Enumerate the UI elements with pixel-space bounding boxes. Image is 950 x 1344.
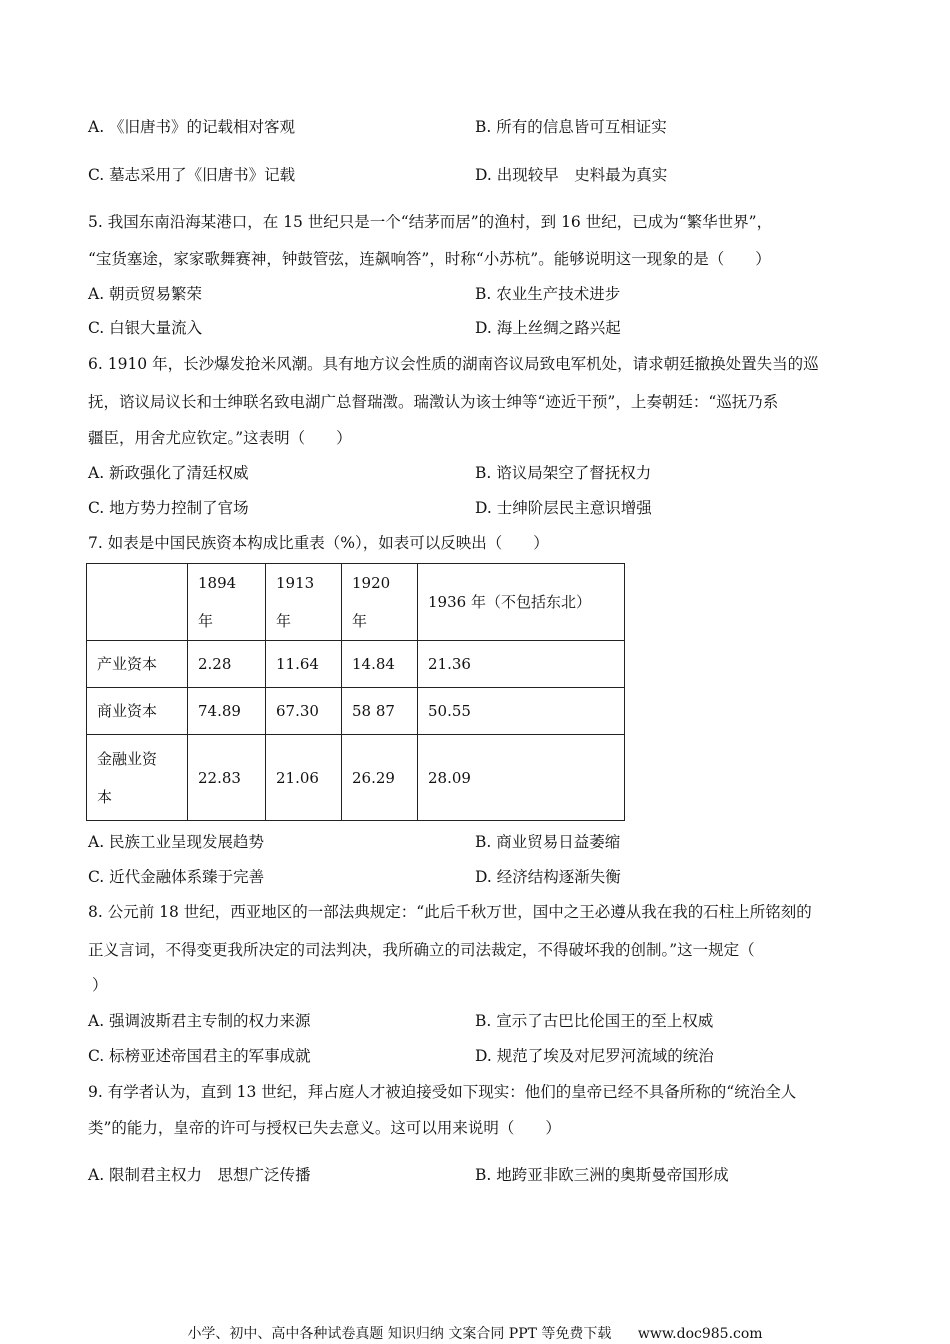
q5-option-c: C. 白银大量流入 <box>88 319 203 337</box>
table-header-cell: 1936 年（不包括东北） <box>418 564 625 641</box>
table-cell: 21.36 <box>418 641 625 688</box>
table-cell: 22.83 <box>188 735 266 821</box>
table-cell: 11.64 <box>266 641 342 688</box>
table-row <box>87 688 625 735</box>
table-cell: 商业资本 <box>87 688 188 735</box>
q7-option-c: C. 近代金融体系臻于完善 <box>88 868 265 886</box>
table-cell: 28.09 <box>418 735 625 821</box>
table-cell: 58 87 <box>342 688 418 735</box>
q6-option-b: B. 谘议局架空了督抚权力 <box>475 464 652 482</box>
table-header-cell: 1894 年 <box>188 564 266 641</box>
q4-option-c: C. 墓志采用了《旧唐书》记载 <box>88 166 296 184</box>
table-header-cell: 1913 年 <box>266 564 342 641</box>
table-cell: 50.55 <box>418 688 625 735</box>
table-cell: 21.06 <box>266 735 342 821</box>
table-cell-line: 金融业资 <box>97 749 158 768</box>
q7-option-a: A. 民族工业呈现发展趋势 <box>88 833 265 851</box>
table-cell: 2.28 <box>188 641 266 688</box>
footer-promo-text: 小学、初中、高中各种试卷真题 知识归纳 文案合同 PPT 等免费下载 <box>187 1326 612 1342</box>
table-cell-line: 本 <box>97 787 113 806</box>
q6-stem-line2: 抚，谘议局议长和士绅联名致电湖广总督瑞澂。瑞澂认为该士绅等“迹近干预”，上奏朝廷：“巡抚乃系 <box>88 393 779 411</box>
q5-stem-line2: “宝货塞途，家家歌舞赛神，钟鼓管弦，连飙响答”，时称“小苏杭”。能够说明这一现象的是（ ） <box>88 250 771 268</box>
table-header-cell: 1920 年 <box>342 564 418 641</box>
q6-option-d: D. 士绅阶层民主意识增强 <box>475 499 652 517</box>
q9-option-a: A. 限制君主权力 思想广泛传播 <box>88 1166 311 1184</box>
q6-option-a: A. 新政强化了清廷权威 <box>88 464 249 482</box>
q8-stem-line3: ） <box>92 976 108 994</box>
q5-option-d: D. 海上丝绸之路兴起 <box>475 319 621 337</box>
q5-stem-line1: 5. 我国东南沿海某港口，在 15 世纪只是一个“结茅而居”的渔村，到 16 世纪，已成为“繁华世界”， <box>88 213 773 231</box>
q4-option-d: D. 出现较早 史料最为真实 <box>475 166 668 184</box>
q9-option-b: B. 地跨亚非欧三洲的奥斯曼帝国形成 <box>475 1166 729 1184</box>
q8-option-c: C. 标榜亚述帝国君主的军事成就 <box>88 1047 311 1065</box>
q9-stem-line2: 类”的能力，皇帝的许可与授权已失去意义。这可以用来说明（ ） <box>88 1119 561 1137</box>
q8-stem-line2: 正义言词，不得变更我所决定的司法判决，我所确立的司法裁定，不得破坏我的创制。”这一规定（ <box>88 941 755 959</box>
q9-stem-line1: 9. 有学者认为，直到 13 世纪，拜占庭人才被迫接受如下现实：他们的皇帝已经不具备所称的“统治全人 <box>88 1083 797 1101</box>
q8-stem-line1: 8. 公元前 18 世纪，西亚地区的一部法典规定：“此后千秋万世，国中之王必遵从我在我的石柱上所铭刻的 <box>88 903 812 921</box>
table-cell: 产业资本 <box>87 641 188 688</box>
footer-website-link[interactable]: www.doc985.com <box>637 1326 763 1342</box>
table-cell: 67.30 <box>266 688 342 735</box>
table-row <box>87 641 625 688</box>
q6-stem-line3: 疆臣，用舍尤应钦定。”这表明（ ） <box>88 429 352 447</box>
q7-option-b: B. 商业贸易日益萎缩 <box>475 833 621 851</box>
q5-option-b: B. 农业生产技术进步 <box>475 285 621 303</box>
capital-structure-table <box>86 563 625 821</box>
table-header-row <box>87 564 625 641</box>
q8-option-b: B. 宣示了古巴比伦国王的至上权威 <box>475 1012 714 1030</box>
table-header-cell <box>87 564 188 641</box>
table-row <box>87 735 625 821</box>
q5-option-a: A. 朝贡贸易繁荣 <box>88 285 203 303</box>
q4-option-b: B. 所有的信息皆可互相证实 <box>475 118 667 136</box>
table-cell: 26.29 <box>342 735 418 821</box>
q7-option-d: D. 经济结构逐渐失衡 <box>475 868 621 886</box>
q6-stem-line1: 6. 1910 年，长沙爆发抢米风潮。具有地方议会性质的湖南咨议局致电军机处，请求朝廷撤换处置失当的巡 <box>88 355 819 373</box>
q4-option-a: A. 《旧唐书》的记载相对客观 <box>88 118 296 136</box>
q6-option-c: C. 地方势力控制了官场 <box>88 499 249 517</box>
table-cell: 14.84 <box>342 641 418 688</box>
page-footer <box>0 1323 950 1343</box>
table-cell: 74.89 <box>188 688 266 735</box>
q8-option-a: A. 强调波斯君主专制的权力来源 <box>88 1012 311 1030</box>
q8-option-d: D. 规范了埃及对尼罗河流域的统治 <box>475 1047 714 1065</box>
q7-stem-line1: 7. 如表是中国民族资本构成比重表（%），如表可以反映出（ ） <box>88 534 549 552</box>
table-cell <box>87 735 188 821</box>
